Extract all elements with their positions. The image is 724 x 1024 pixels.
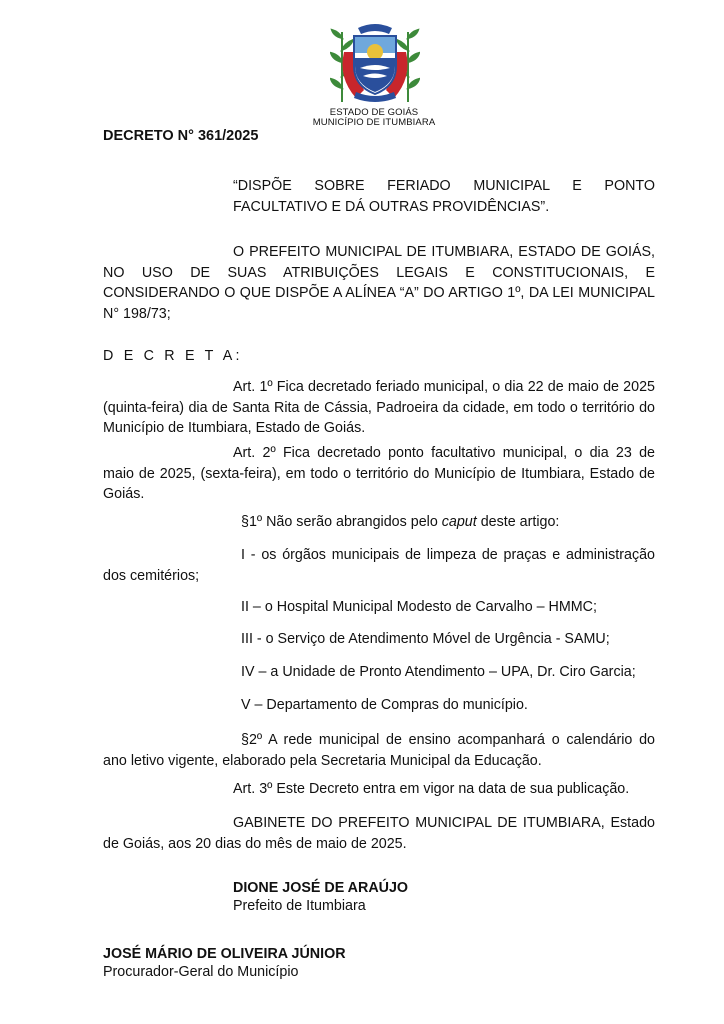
coat-of-arms-icon — [330, 18, 420, 104]
mayor-role: Prefeito de Itumbiara — [233, 898, 366, 914]
decree-ementa: “DISPÕE SOBRE FERIADO MUNICIPAL E PONTO FACULTATIVO E DÁ OUTRAS PROVIDÊNCIAS”. — [233, 178, 655, 215]
mayor-name: DIONE JOSÉ DE ARAÚJO — [233, 880, 409, 896]
article-2: Art. 2º Fica decretado ponto facultativo municipal, o dia 23 de maio de 2025, (sexta-feira), em todo o território do Município de Itumbiara, Estado de Goiás. — [103, 445, 655, 502]
decree-preamble: O PREFEITO MUNICIPAL DE ITUMBIARA, ESTADO DE GOIÁS, NO USO DE SUAS ATRIBUIÇÕES LEGAIS E CONSTITUCIONAIS, E CONSIDERANDO O QUE DISPÕE A ALÍNEA “A” DO ARTIGO 1º, DA LEI MUNICIPAL N° 198/73; — [103, 244, 655, 322]
paragraph-1-text-end: deste artigo: — [476, 514, 560, 530]
closing-statement: GABINETE DO PREFEITO MUNICIPAL DE ITUMBIARA, Estado de Goiás, aos 20 dias do mês de maio de 2025. — [103, 815, 655, 852]
item-4: IV – a Unidade de Pronto Atendimento – UPA, Dr. Ciro Garcia; — [241, 664, 636, 680]
caput-term: caput — [441, 514, 477, 530]
attorney-role: Procurador-Geral do Município — [103, 964, 299, 980]
paragraph-1 — [241, 512, 559, 533]
item-5: V – Departamento de Compras do município. — [241, 697, 528, 713]
item-1: I - os órgãos municipais de limpeza de praças e administração dos cemitérios; — [103, 547, 655, 584]
item-2: II – o Hospital Municipal Modesto de Carvalho – HMMC; — [241, 599, 597, 615]
article-3: Art. 3º Este Decreto entra em vigor na data de sua publicação. — [233, 781, 630, 797]
header-municipality: MUNICÍPIO DE ITUMBIARA — [312, 117, 436, 128]
article-1: Art. 1º Fica decretado feriado municipal, o dia 22 de maio de 2025 (quinta-feira) dia de Santa Rita de Cássia, Padroeira da cidade, em todo o território do Município de Itumbiara, Estado de Goiás. — [103, 379, 655, 436]
item-3: III - o Serviço de Atendimento Móvel de Urgência - SAMU; — [241, 631, 610, 647]
paragraph-1-text: §1º Não serão abrangidos pelo — [241, 514, 442, 530]
attorney-name: JOSÉ MÁRIO DE OLIVEIRA JÚNIOR — [103, 946, 346, 962]
paragraph-2: §2º A rede municipal de ensino acompanhará o calendário do ano letivo vigente, elaborado pela Secretaria Municipal da Educação. — [103, 732, 655, 769]
header-state: ESTADO DE GOIÁS — [329, 107, 419, 118]
decreta-heading: D E C R E T A: — [103, 348, 243, 364]
decree-title: DECRETO N° 361/2025 — [103, 128, 259, 144]
